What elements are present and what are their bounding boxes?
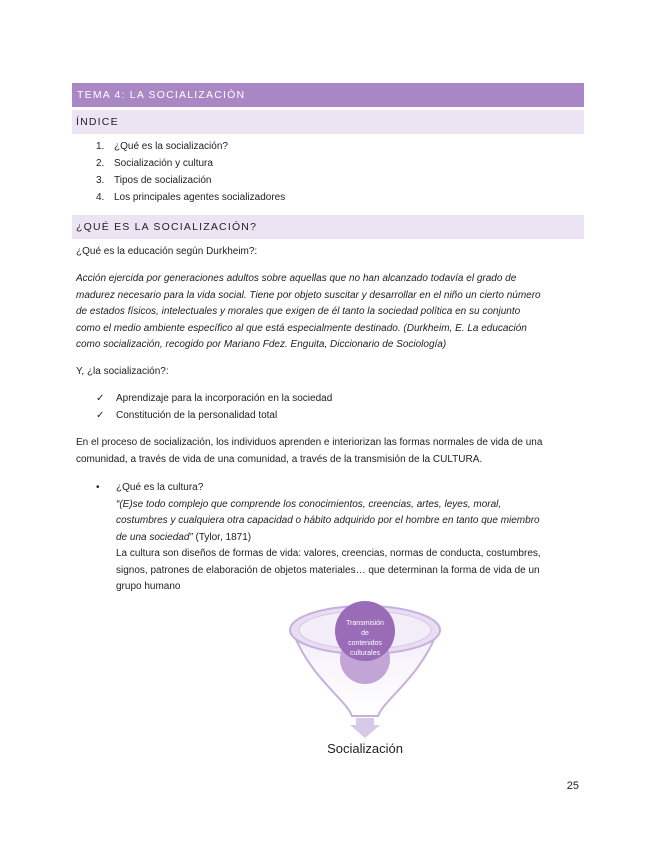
checkmark-icon: ✓	[96, 410, 105, 421]
section-heading: ¿QUÉ ES LA SOCIALIZACIÓN?	[76, 221, 258, 233]
index-heading: ÍNDICE	[76, 116, 119, 128]
checkmark-icon: ✓	[96, 393, 105, 404]
down-arrow-icon	[350, 718, 380, 738]
check-item: ✓ Constitución de la personalidad total	[96, 408, 277, 425]
index-list	[96, 138, 285, 206]
funnel-output-label: Socialización	[327, 741, 403, 756]
chapter-title: TEMA 4: LA SOCIALIZACIÓN	[77, 89, 246, 101]
tylor-citation: (Tylor, 1871)	[192, 531, 252, 543]
index-section-header	[72, 110, 584, 134]
durkheim-quote: Acción ejercida por generaciones adultos sobre aquellas que no han alcanzado todavía el grado de madurez necesario para la vida social. Tiene por objeto suscitar y desarrollar en el niño un cierto número de estados físicos, intelectuales y morales que exigen de él tanto la sociedad política en su conjunto como el medio ambiente específico al que está especialmente destinado. (Durkheim, E. La educación como socialización, recogido por Mariano Fdez. Enguita, Diccionario de Sociología)	[76, 273, 541, 350]
index-item: 1. ¿Qué es la socialización?	[96, 141, 228, 152]
index-item: 3. Tipos de socialización	[96, 175, 212, 186]
socializacion-question: Y, ¿la socialización?:	[76, 366, 169, 377]
cultura-block: ¿Qué es la cultura? “(E)se todo complejo que comprende los conocimientos, creencias, artes, leyes, moral, costumbres y cualquiera otra capacidad o hábito adquirido por el hombre en tanto que miembro de una sociedad” (Tylor, 1871) La cultura son diseños de formas de vida: valores, creencias, normas de conducta, costumbres, signos, patrones de elaboración de objetos materiales… que determinan la forma de vida de un grupo humano	[116, 480, 586, 596]
socializacion-paragraph: En el proceso de socialización, los individuos aprenden e interiorizan las formas normales de vida de una comunidad, a través de vida de una comunidad, a través de la transmisión de la CULTURA.	[76, 437, 543, 465]
bullet-dot-icon: •	[96, 482, 100, 493]
chapter-title-banner	[72, 83, 584, 107]
cultura-bullet-title: ¿Qué es la cultura?	[116, 482, 204, 493]
page-number: 25	[566, 780, 579, 792]
funnel-circle-label: Transmisión de contenidos culturales	[346, 620, 384, 657]
index-item: 2. Socialización y cultura	[96, 158, 213, 169]
check-item: ✓ Aprendizaje para la incorporación en la sociedad	[96, 391, 332, 408]
section-header-socializacion	[72, 215, 584, 239]
index-item: 4. Los principales agentes socializadores	[96, 192, 286, 203]
durkheim-question: ¿Qué es la educación según Durkheim?:	[76, 246, 258, 257]
